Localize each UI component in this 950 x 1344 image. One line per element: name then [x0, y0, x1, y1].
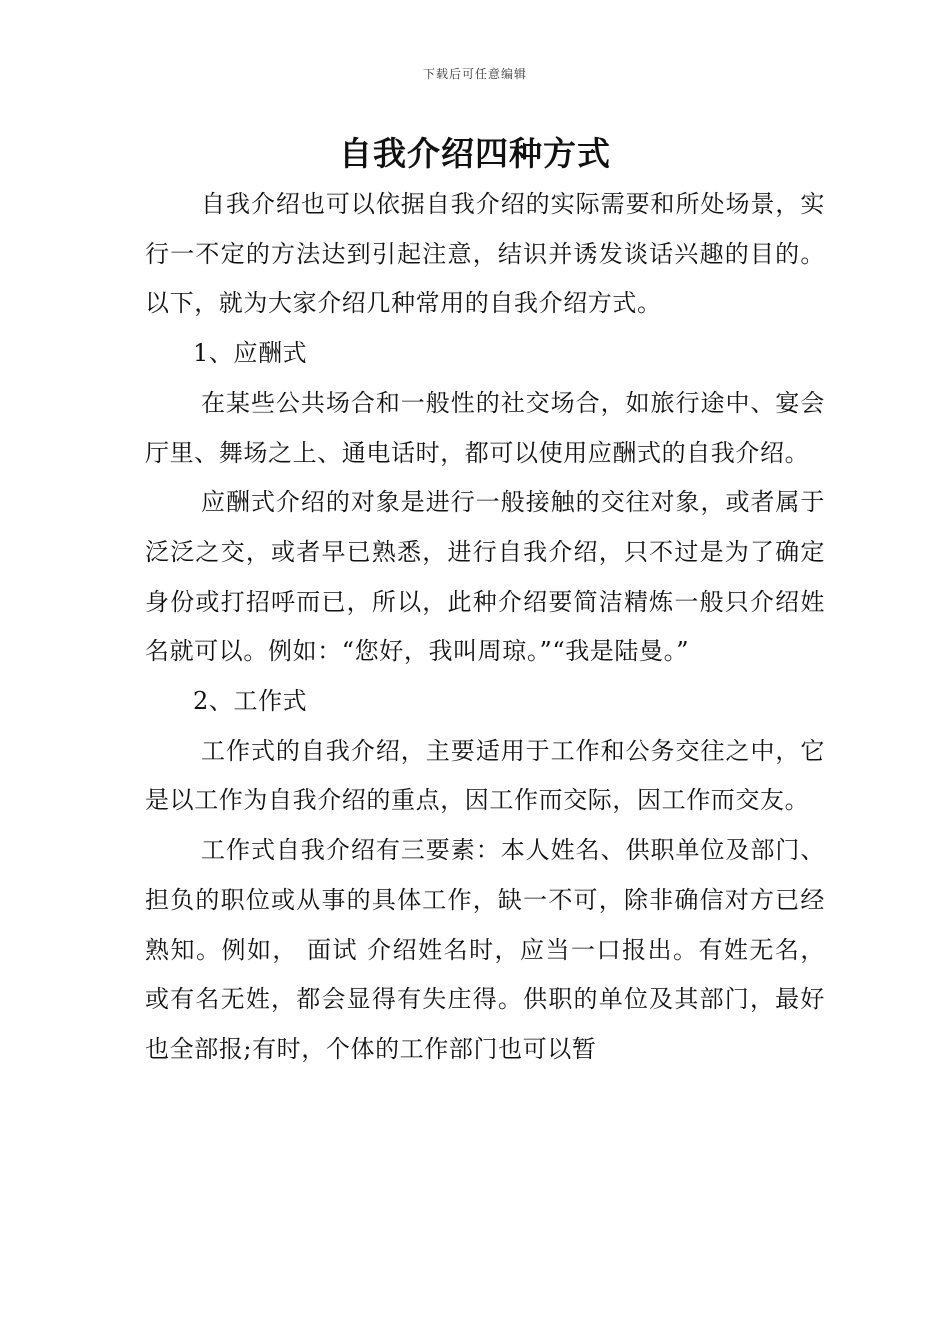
section1-paragraph-1: 在某些公共场合和一般性的社交场合，如旅行途中、宴会厅里、舞场之上、通电话时，都可以使用应酬式的自我介绍。	[145, 388, 825, 467]
section1-paragraph-2: 应酬式介绍的对象是进行一般接触的交往对象，或者属于泛泛之交，或者早已熟悉，进行自我介绍，只不过是为了确定身份或打招呼而已，所以，此种介绍要简洁精炼一般只介绍姓名就可以。例如：“您好，我叫周琼。”“我是陆曼。”	[145, 488, 825, 666]
header-note: 下载后可任意编辑	[422, 67, 527, 81]
document-title: 自我介绍四种方式	[339, 134, 611, 173]
section-heading-1: 1、应酬式	[193, 339, 308, 368]
section2-paragraph-2: 工作式自我介绍有三要素：本人姓名、供职单位及部门、担负的职位或从事的具体工作，缺一不可，除非确信对方已经熟知。例如， 面试 介绍姓名时，应当一口报出。有姓无名，或有名无姓，都会显得有失庄得。供职的单位及其部门，最好也全部报;有时，个体的工作部门也可以暂	[145, 836, 825, 1063]
document-body	[145, 180, 825, 1075]
section-heading-2: 2、工作式	[193, 687, 308, 716]
intro-paragraph: 自我介绍也可以依据自我介绍的实际需要和所处场景，实行一不定的方法达到引起注意，结识并诱发谈话兴趣的目的。以下，就为大家介绍几种常用的自我介绍方式。	[145, 190, 825, 318]
section2-paragraph-1: 工作式的自我介绍，主要适用于工作和公务交往之中，它是以工作为自我介绍的重点，因工作而交际，因工作而交友。	[145, 736, 825, 815]
